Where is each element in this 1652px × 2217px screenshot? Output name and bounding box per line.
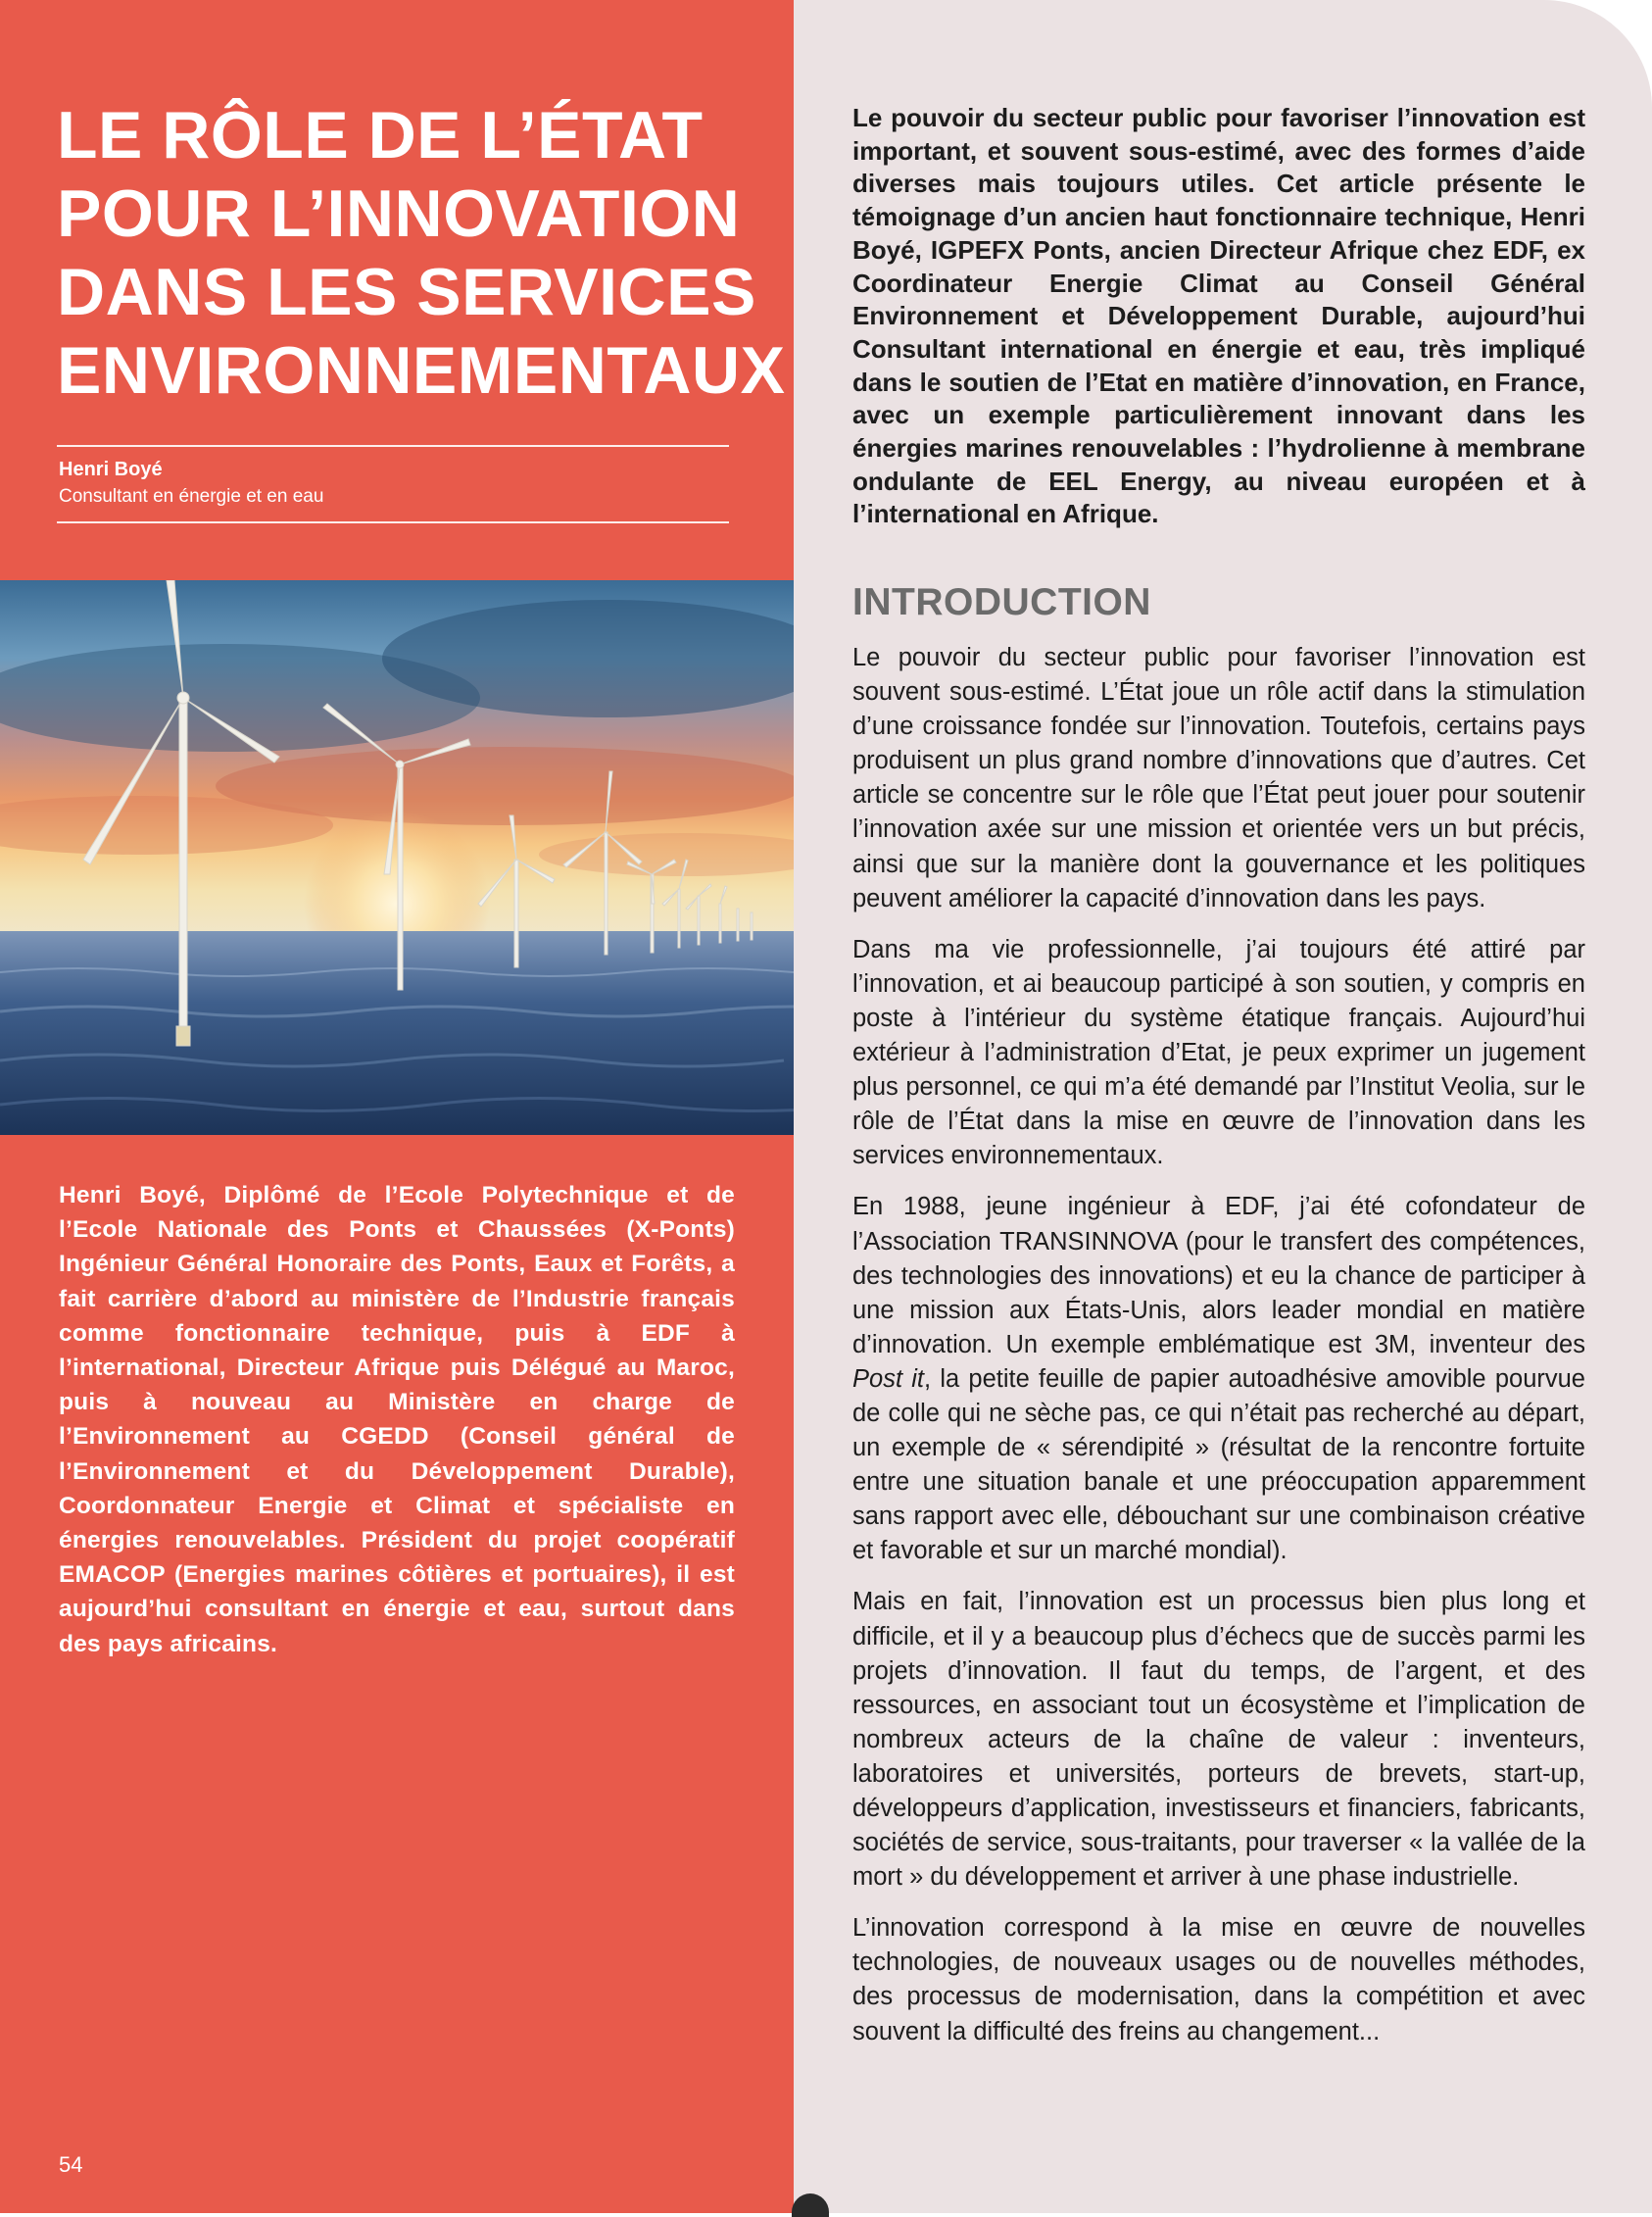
offshore-wind-farm-image xyxy=(0,580,794,1135)
body-text: En 1988, jeune ingénieur à EDF, j’ai été cofondateur de l’Association TRANSINNOVA (pour le transfert des compétences, des technologies des innovations) et eu la chance de participer à une mission aux États-Unis, alors leader mondial en matière d’innovation. Un exemple emblématique est 3M, inventeur des xyxy=(852,1193,1585,1358)
title-line: ENVIRONNEMENTAUX xyxy=(57,333,786,408)
section-heading-introduction: INTRODUCTION xyxy=(852,581,1151,623)
body-text: , la petite feuille de papier autoadhésive amovible pourvue de colle qui ne sèche pas, ce qui n’était pas recherché au départ, un exemple de « sérendipité » (résultat de la rencontre fortuite entre une situation banale et une préoccupation apparemment sans rapport avec elle, débouchant sur une combinaison créative et favorable et sur un marché mondial). xyxy=(852,1364,1585,1565)
title-line: LE RÔLE DE L’ÉTAT xyxy=(57,98,704,172)
lead-paragraph: Le pouvoir du secteur public pour favoriser l’innovation est important, et souvent sous-estimé, avec des formes d’aide diverses mais toujours utiles. Cet article présente le témoignage d’un ancien haut fonctionnaire technique, Henri Boyé, IGPEFX Ponts, ancien Directeur Afrique chez EDF, ex Coordinateur Energie Climat au Conseil Général Environnement et Développement Durable, aujourd’hui Consultant international en énergie et eau, très impliqué dans le soutien de l’Etat en matière d’innovation, en France, avec un exemple particulièrement innovant dans les énergies marines renouvelables : l’hydrolienne à membrane ondulante de EEL Energy, au niveau européen et à l’international en Afrique. xyxy=(852,103,1585,529)
author-bio: Henri Boyé, Diplômé de l’Ecole Polytechnique et de l’Ecole Nationale des Ponts et Chaussées (X-Ponts) Ingénieur Général Honoraire des Ponts, Eaux et Forêts, a fait carrière d’abord au ministère de l’Industrie français comme fonctionnaire technique, puis à EDF à l’international, Directeur Afrique puis Délégué au Maroc, puis à nouveau au Ministère en charge de l’Environnement au CGEDD (Conseil général de l’Environnement et du Développement Durable), Coordonnateur Energie et Climat et spécialiste en énergies renouvelables. Président du projet coopératif EMACOP (Energies marines côtières et portuaires), il est aujourd’hui consultant en énergie et eau, surtout dans des pays africains. xyxy=(59,1182,735,1657)
body-paragraph: Dans ma vie professionnelle, j’ai toujours été attiré par l’innovation, et ai beaucoup participé à son soutien, y compris en poste à l’intérieur du système étatique français. Aujourd’hui extérieur à l’administration d’Etat, je peux exprimer un jugement plus personnel, ce qui m’a été demandé par l’Institut Veolia, sur le rôle de l’État dans la mise en œuvre de l’innovation dans les services environnementaux. xyxy=(852,935,1585,1170)
body-paragraph: Mais en fait, l’innovation est un processus bien plus long et difficile, et il y a beaucoup plus d’échecs que de succès parmi les projets d’innovation. Il faut du temps, de l’argent, et des ressources, en associant tout un écosystème et l’implication de nombreux acteurs de la chaîne de valeur : inventeurs, laboratoires et universités, porteurs de brevets, start-up, développeurs d’application, investisseurs et financiers, fabricants, sociétés de service, sous-traitants, pour traverser « la vallée de la mort » du développement et arriver à une phase industrielle. xyxy=(852,1588,1585,1892)
author-name: Henri Boyé xyxy=(59,459,163,480)
introduction-body xyxy=(852,641,1585,2066)
title-line: POUR L’INNOVATION xyxy=(57,176,741,251)
page-number: 54 xyxy=(59,2152,83,2177)
author-divider-bottom xyxy=(57,521,729,523)
body-paragraph: L’innovation correspond à la mise en œuvre de nouvelles technologies, de nouveaux usages ou de nouvelles méthodes, des processus de modernisation, dans la compétition et avec souvent la difficulté des freins au changement... xyxy=(852,1914,1585,2045)
body-paragraph: Le pouvoir du secteur public pour favoriser l’innovation est souvent sous-estimé. L’État joue un rôle actif dans la stimulation d’une croissance fondée sur l’innovation. Toutefois, certains pays produisent un plus grand nombre d’innovations que d’autres. Cet article se concentre sur le rôle que l’État peut jouer pour soutenir l’innovation axée sur une mission et orientée vers un but précis, ainsi que sur la manière dont la gouvernance et les politiques peuvent améliorer la capacité d’innovation dans les pays. xyxy=(852,644,1585,912)
author-role: Consultant en énergie et en eau xyxy=(59,486,324,507)
post-it-term: Post it xyxy=(852,1364,925,1393)
body-paragraph xyxy=(852,1190,1585,1568)
article-title xyxy=(57,96,786,410)
title-line: DANS LES SERVICES xyxy=(57,255,756,329)
author-divider-top xyxy=(57,445,729,447)
